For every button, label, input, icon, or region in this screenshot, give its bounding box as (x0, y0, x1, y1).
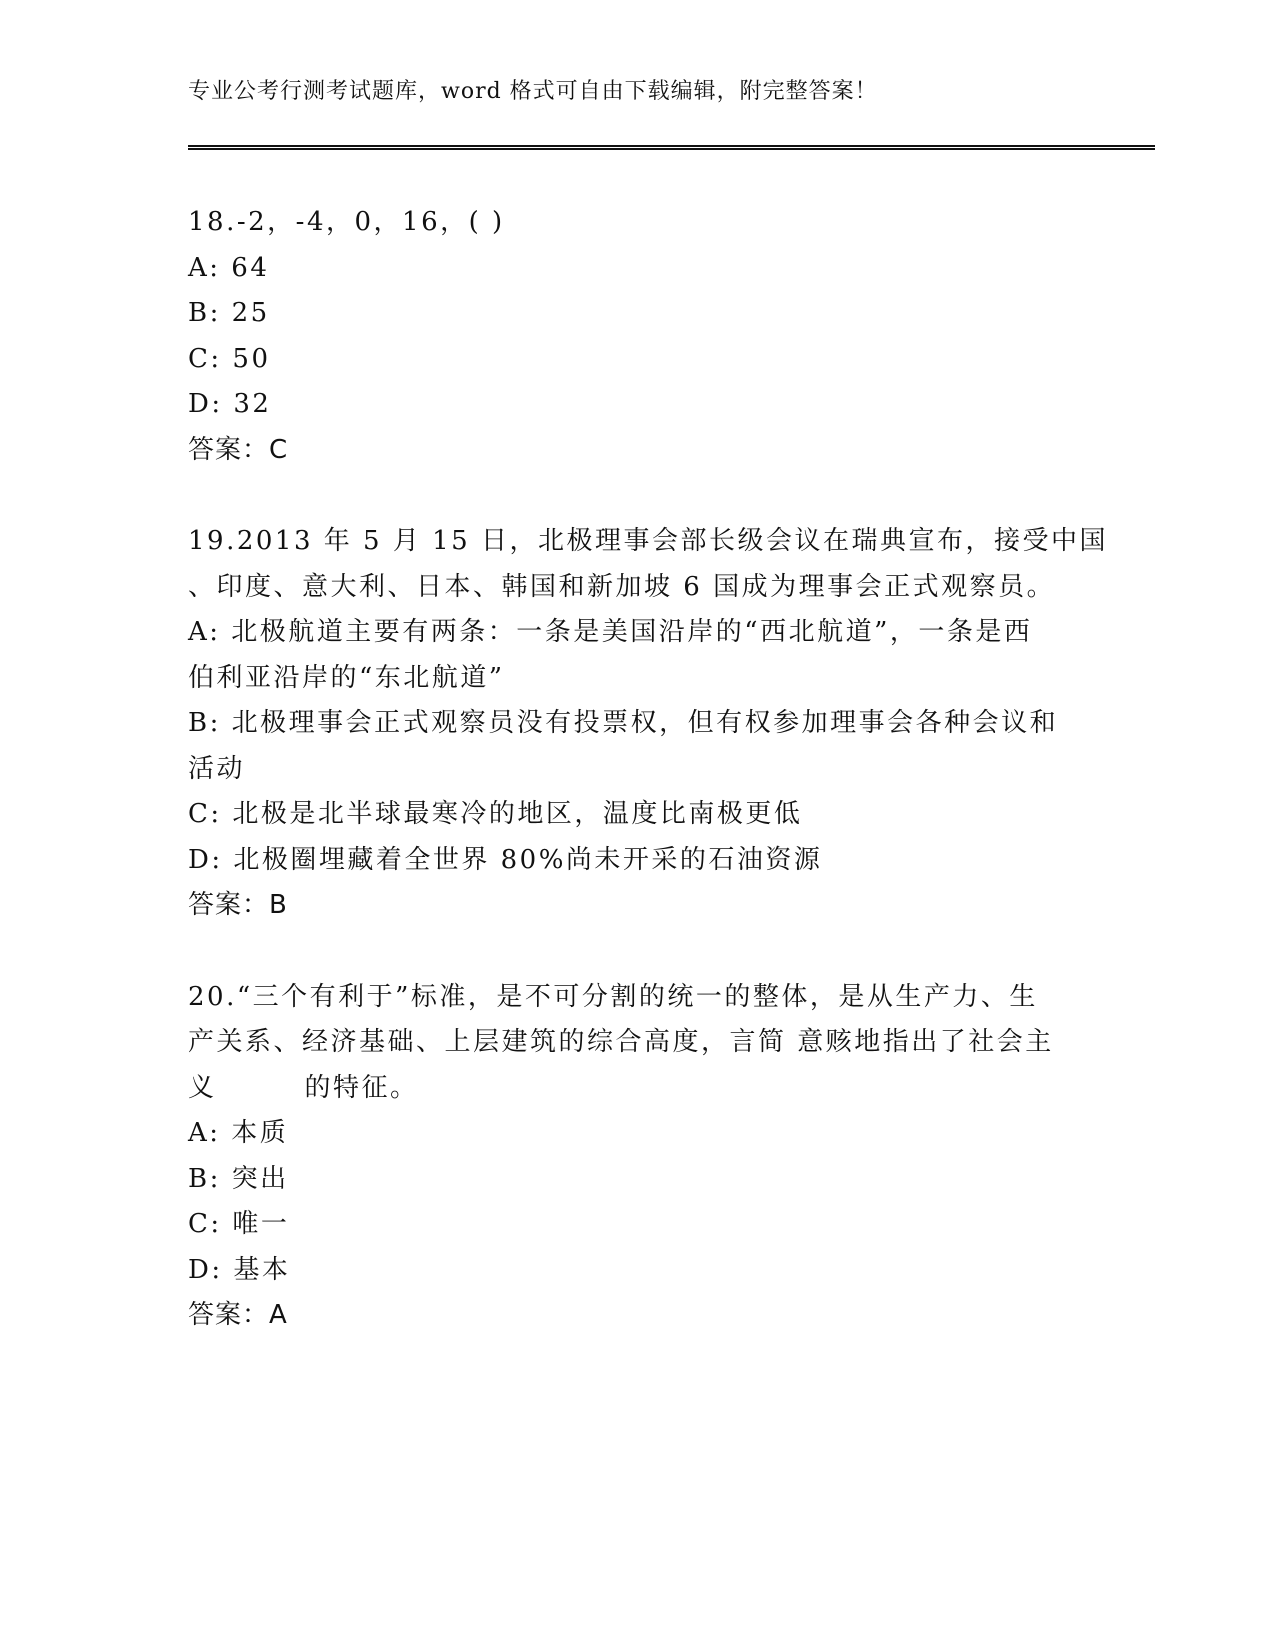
answer-line: 答案：C (188, 434, 289, 465)
option-a-line-2: 伯利亚沿岸的“东北航道” (188, 662, 505, 693)
option-d: D: 北极圈埋藏着全世界 80%尚未开采的石油资源 (188, 844, 823, 875)
option-a: A: 64 (188, 252, 270, 283)
question-stem-line-1: 19.2013 年 5 月 15 日，北极理事会部长级会议在瑞典宣布，接受中国 (188, 526, 1108, 556)
question-stem: 18.-2，-4，0，16，( ) (188, 207, 505, 237)
question-19 (188, 519, 1108, 929)
option-d: D: 基本 (188, 1254, 291, 1285)
question-stem-line-2: 、印度、意大利、日本、韩国和新加坡 6 国成为理事会正式观察员。 (188, 571, 1056, 602)
question-20 (188, 975, 1068, 1339)
question-stem-line-3 (188, 1066, 1068, 1112)
option-a-line-1: A: 北极航道主要有两条：一条是美国沿岸的“西北航道”，一条是西 (188, 617, 1033, 647)
page-header: 专业公考行测考试题库，word 格式可自由下载编辑，附完整答案！ (188, 79, 878, 104)
header-divider (188, 145, 1155, 150)
answer-line: 答案：B (188, 890, 288, 920)
option-b-line-1: B: 北极理事会正式观察员没有投票权，但有权参加理事会各种会议和 (188, 708, 1059, 738)
question-stem-line-1: 20.“三个有利于”标准，是不可分割的统一的整体，是从生产力、生 (188, 981, 1038, 1012)
option-c: C: 唯一 (188, 1209, 290, 1239)
option-c: C: 50 (188, 343, 271, 374)
stem-text-after-blank: 的特征。 (304, 1072, 419, 1103)
option-b: B: 突出 (188, 1163, 289, 1194)
stem-text-before-blank: 义 (188, 1072, 217, 1103)
option-b-line-2: 活动 (188, 753, 246, 784)
question-list (188, 200, 1108, 1385)
answer-line: 答案：A (188, 1300, 288, 1330)
question-18 (188, 200, 1068, 473)
option-d: D: 32 (188, 389, 272, 419)
option-c: C: 北极是北半球最寒冷的地区，温度比南极更低 (188, 799, 803, 829)
option-b: B: 25 (188, 298, 270, 328)
option-a: A: 本质 (188, 1118, 289, 1148)
question-stem-line-2: 产关系、经济基础、上层建筑的综合高度，言简 意赅地指出了社会主 (188, 1027, 1054, 1057)
